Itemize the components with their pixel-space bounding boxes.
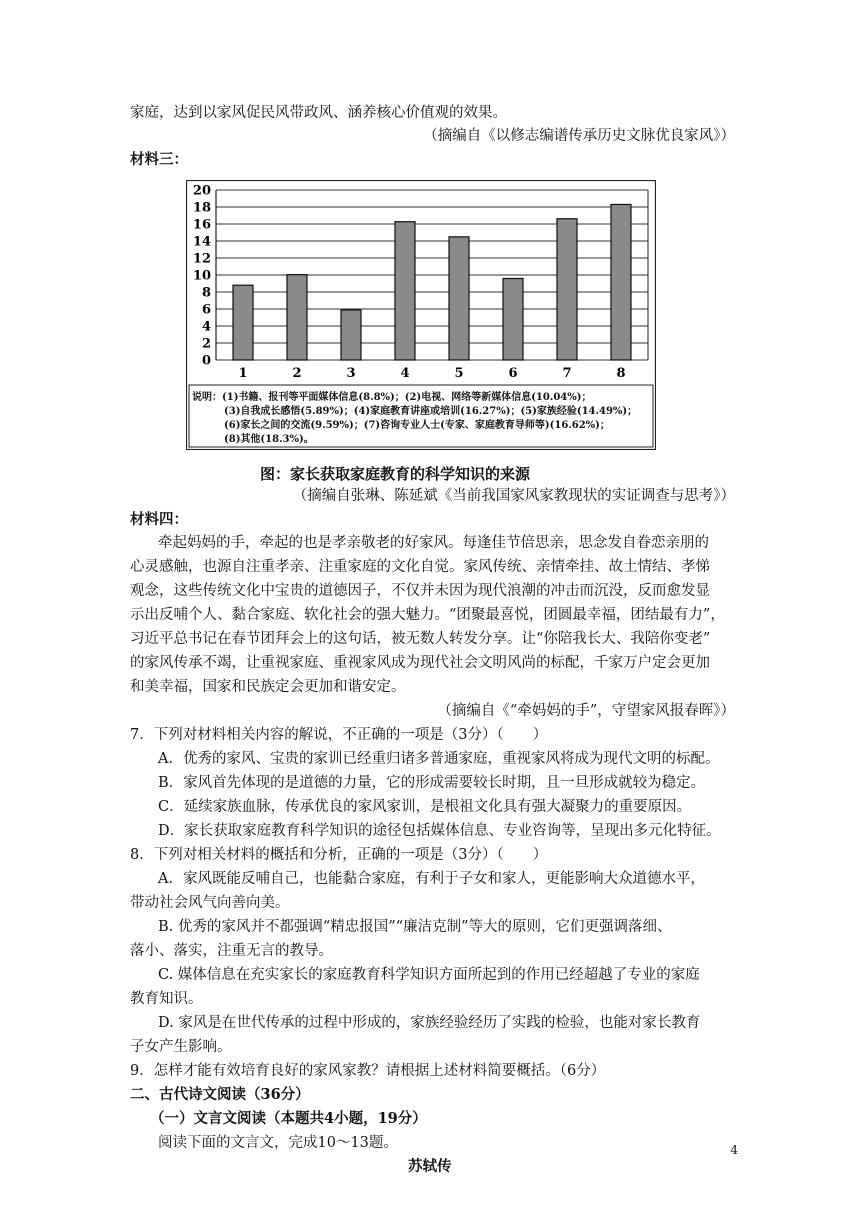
q8-option-line: 带动社会风气向善向美。: [130, 895, 290, 911]
source-citation: （摘编自张琳、陈延斌《当前我国家风家教现状的实证调查与思考》）: [292, 488, 735, 504]
y-tick-label: 4: [201, 319, 211, 335]
bar: [611, 204, 631, 360]
y-tick-label: 2: [201, 336, 211, 352]
q8-option-line: D. 家风是在世代传承的过程中形成的，家族经验经历了实践的检验，也能对家长教育: [158, 1015, 701, 1031]
paragraph-line: 牵起妈妈的手，牵起的也是孝亲敬老的好家风。每逢佳节倍思亲，思念发自眷恋亲朋的: [158, 535, 709, 551]
y-tick-label: 20: [192, 183, 211, 199]
y-tick-label: 12: [192, 251, 211, 267]
x-tick-label: 7: [562, 366, 572, 381]
paragraph-line: 和美幸福，国家和民族定会更加和谐安定。: [130, 679, 406, 695]
question-7: 7．下列对材料相关内容的解说，不正确的一项是（3分）（ ）: [130, 727, 548, 743]
page-number: 4: [730, 1143, 738, 1157]
y-tick-label: 18: [192, 200, 211, 216]
x-tick-label: 4: [400, 366, 410, 381]
instruction-text: 阅读下面的文言文，完成10～13题。: [158, 1135, 398, 1151]
x-tick-label: 5: [454, 366, 464, 381]
y-tick-label: 6: [201, 302, 211, 318]
subsection-heading: （一）文言文阅读（本题共4小题，19分）: [150, 1110, 427, 1127]
q7-option-c: C．延续家族血脉，传承优良的家风家训，是根祖文化具有强大凝聚力的重要原因。: [158, 799, 692, 815]
y-tick-label: 8: [201, 285, 211, 301]
bar: [233, 285, 253, 360]
passage-title: 苏轼传: [408, 1158, 452, 1175]
bar: [395, 222, 415, 360]
y-tick-label: 0: [201, 353, 211, 369]
paragraph-line: 观念，这些传统文化中宝贵的道德因子，不仅并未因为现代浪潮的冲击而沉没，反而愈发显: [130, 583, 710, 599]
bar: [503, 278, 523, 360]
source-citation: （摘编自《以修志编谱传承历史文脉优良家风》）: [423, 128, 735, 144]
bar: [557, 219, 577, 360]
legend-line: 说明：(1)书籍、报刊等平面媒体信息(8.8%)；(2)电视、网络等新媒体信息(10.04%)；: [192, 392, 592, 403]
y-tick-label: 14: [192, 234, 211, 250]
legend-line: (8)其他(18.3%)。: [224, 434, 314, 445]
paragraph-line: 的家风传承不竭，让重视家庭、重视家风成为现代社会文明风尚的标配，千家万户定会更加: [130, 655, 710, 671]
q8-option-line: 落小、落实，注重无言的教导。: [130, 943, 333, 959]
paragraph-line: 示出反哺个人、黏合家庭、软化社会的强大魅力。“团聚最喜悦，团圆最幸福，团结最有力”，: [130, 607, 725, 623]
q8-option-line: 子女产生影响。: [130, 1039, 232, 1055]
text-line: 家庭，达到以家风促民风带政风、涵养核心价值观的效果。: [130, 105, 507, 121]
source-citation: （摘编自《“牵妈妈的手”，守望家风报春晖》）: [437, 703, 735, 719]
question-8: 8．下列对相关材料的概括和分析，正确的一项是（3分）（ ）: [130, 847, 548, 863]
material4-heading: 材料四：: [130, 511, 188, 528]
x-tick-label: 3: [346, 366, 356, 381]
bar: [341, 310, 361, 360]
q8-option-line: A．家风既能反哺自己，也能黏合家庭，有利于子女和家人，更能影响大众道德水平，: [158, 871, 705, 887]
q7-option-a: A．优秀的家风、宝贵的家训已经重归诸多普通家庭，重视家风将成为现代文明的标配。: [158, 751, 720, 767]
q8-option-line: C. 媒体信息在充实家长的家庭教育科学知识方面所起到的作用已经超越了专业的家庭: [158, 967, 700, 983]
x-tick-label: 2: [292, 366, 302, 381]
q8-option-line: B. 优秀的家风并不都强调“精忠报国”“廉洁克制”等大的原则，它们更强调落细、: [158, 919, 672, 935]
paragraph-line: 习近平总书记在春节团拜会上的这句话，被无数人转发分享。让“你陪我长大、我陪你变老”: [130, 631, 711, 647]
q8-option-line: 教育知识。: [130, 991, 203, 1007]
x-tick-label: 1: [238, 366, 248, 381]
bar: [449, 237, 469, 360]
chart-caption: 图：家长获取家庭教育的科学知识的来源: [260, 465, 531, 483]
q7-option-b: B．家风首先体现的是道德的力量，它的形成需要较长时期，且一旦形成就较为稳定。: [158, 775, 706, 791]
paragraph-line: 心灵感触，也源自注重孝亲、注重家庭的文化自觉。家风传统、亲情牵挂、故土情结、孝悌: [130, 559, 710, 575]
question-9: 9．怎样才能有效培育良好的家风家教？请根据上述材料简要概括。（6分）: [130, 1063, 606, 1079]
y-tick-label: 10: [192, 268, 211, 284]
bar: [287, 275, 307, 360]
material3-heading: 材料三：: [130, 151, 188, 168]
section-heading: 二、古代诗文阅读（36分）: [130, 1086, 310, 1103]
x-tick-label: 6: [508, 366, 518, 381]
legend-line: (6)家长之间的交流(9.59%)；(7)咨询专业人士(专家、家庭教育导师等)(16.62%)；: [224, 420, 610, 431]
y-tick-label: 16: [192, 217, 211, 233]
x-tick-label: 8: [616, 366, 626, 381]
q7-option-d: D．家长获取家庭教育科学知识的途径包括媒体信息、专业咨询等，呈现出多元化特征。: [158, 823, 721, 839]
legend-line: (3)自我成长感悟(5.89%)；(4)家庭教育讲座或培训(16.27%)；(5)家族经验(14.49%)；: [224, 406, 638, 417]
